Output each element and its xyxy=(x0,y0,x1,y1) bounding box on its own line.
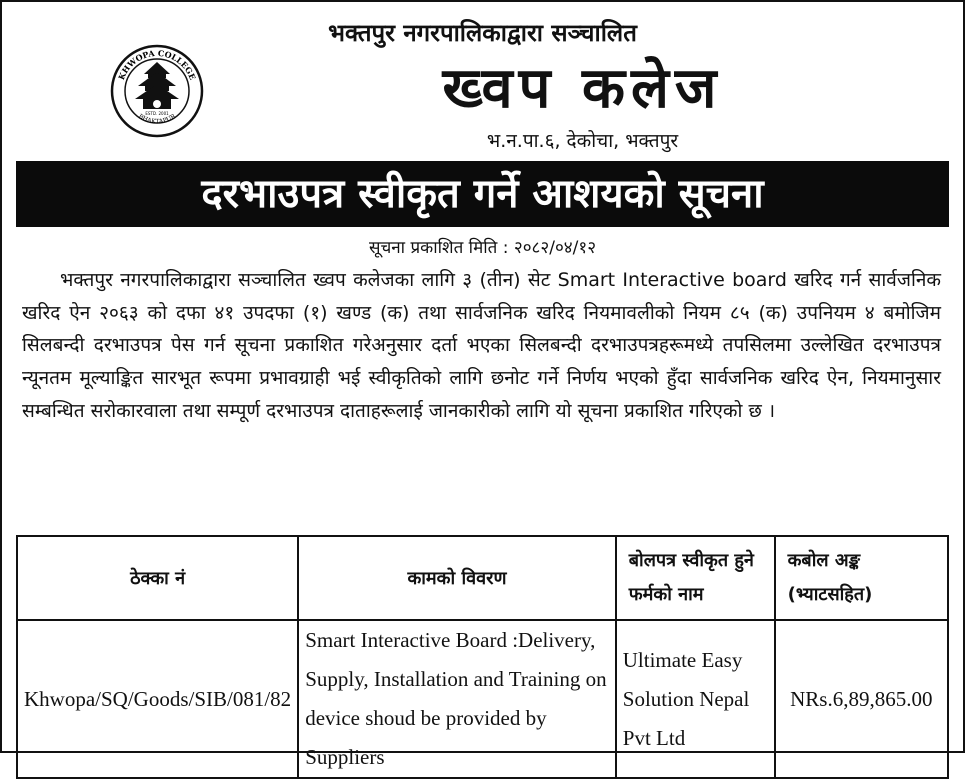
cell-contract-no: Khwopa/SQ/Goods/SIB/081/82 xyxy=(17,620,298,778)
organizer-line: भक्तपुर नगरपालिकाद्वारा सञ्चालित xyxy=(328,19,637,47)
notice-body-text: भक्तपुर नगरपालिकाद्वारा सञ्चालित ख्वप कलेजका लागि ३ (तीन) सेट Smart Interactive board खरिद गर्न सार्वजनिक खरिद ऐन २०६३ को दफा ४१ उपदफा (१) खण्ड (क) तथा सार्वजनिक खरिद नियमावलीको नियम ८५ (क) उपनियम ४ बमोजिम सिलबन्दी दरभाउपत्र पेस गर्न सूचना प्रकाशित गरेअनुसार दर्ता भएका सिलबन्दी दरभाउपत्रहरूमध्ये तपसिलमा उल्लेखित दरभाउपत्र न्यूनतम मूल्याङ्कित सारभूत रूपमा प्रभावग्राही भई स्वीकृतिको लागि छनोट गर्ने निर्णय भएको हुँदा सार्वजनिक खरिद ऐन, नियमानुसार सम्बन्धित सरोकारवाला तथा सम्पूर्ण दरभाउपत्र दाताहरूलाई जानकारीको लागि यो सूचना प्रकाशित गरिएको छ । xyxy=(22,269,941,422)
header-description: कामको विवरण xyxy=(298,536,616,620)
logo-ring-text: KHWOPA COLLEGE xyxy=(116,47,198,82)
publish-date: सूचना प्रकाशित मिति : २०८२/०४/१२ xyxy=(368,238,597,258)
college-logo xyxy=(110,44,204,138)
header-firm: बोलपत्र स्वीकृत हुने फर्मको नाम xyxy=(616,536,775,620)
college-name: ख्वप कलेज xyxy=(442,56,723,121)
notice-title-banner: दरभाउपत्र स्वीकृत गर्ने आशयको सूचना xyxy=(16,161,949,227)
header-amount: कबोल अङ्क (भ्याटसहित) xyxy=(775,536,948,620)
cell-firm: Ultimate Easy Solution Nepal Pvt Ltd xyxy=(616,620,775,778)
cell-amount: NRs.6,89,865.00 xyxy=(775,620,948,778)
notice-body xyxy=(22,264,941,428)
table-header-row xyxy=(17,536,948,620)
cell-description: Smart Interactive Board :Delivery, Supply, Installation and Training on device shoud be provided by Suppliers xyxy=(298,620,616,778)
logo-place-text: BHAKTAPUR xyxy=(137,112,177,126)
award-table xyxy=(16,535,949,779)
header-contract-no: ठेक्का नं xyxy=(17,536,298,620)
college-address: भ.न.पा.६, देकोचा, भक्तपुर xyxy=(486,130,679,152)
logo-estd: ESTD. 2001 xyxy=(145,111,169,116)
table-row xyxy=(17,620,948,778)
